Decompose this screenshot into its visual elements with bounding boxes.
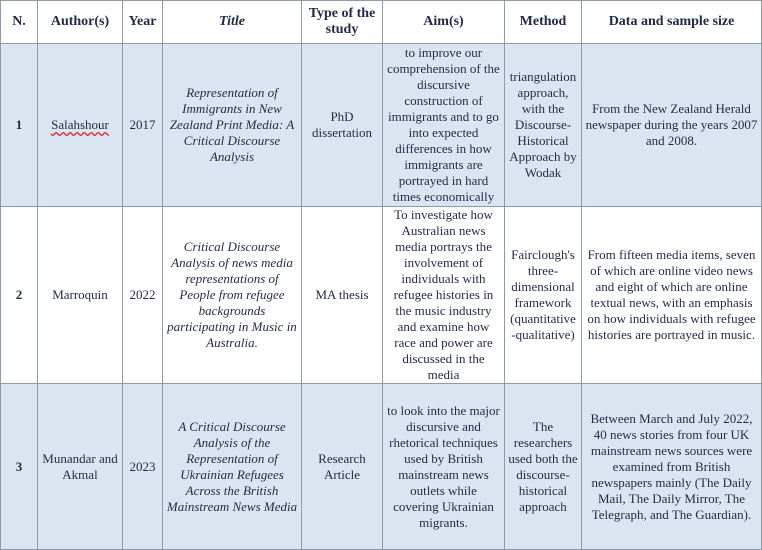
cell-type: Research Article xyxy=(302,384,383,550)
cell-authors: Marroquin xyxy=(38,207,123,384)
header-data: Data and sample size xyxy=(582,1,762,44)
cell-method: The researchers used both the discourse-historical approach xyxy=(505,384,582,550)
cell-authors xyxy=(38,44,123,207)
table-row xyxy=(1,384,762,550)
cell-data: From fifteen media items, seven of which are online video news and eight of which are online textual news, with an emphasis on how individuals with refugee histories are portrayed in music. xyxy=(582,207,762,384)
header-n: N. xyxy=(1,1,38,44)
header-title: Title xyxy=(163,1,302,44)
header-row xyxy=(1,1,762,44)
author-name: Salahshour xyxy=(51,117,109,132)
cell-aims: to look into the major discursive and rhetorical techniques used by British mainstream news outlets while covering Ukrainian migrants. xyxy=(383,384,505,550)
header-authors: Author(s) xyxy=(38,1,123,44)
cell-aims: to improve our comprehension of the discursive construction of immigrants and to go into expected differences in how immigrants are portrayed in hard times economically xyxy=(383,44,505,207)
table-row xyxy=(1,44,762,207)
cell-method: Fairclough's three-dimensional framework (quantitative-qualitative) xyxy=(505,207,582,384)
cell-type: PhD dissertation xyxy=(302,44,383,207)
cell-title: A Critical Discourse Analysis of the Representation of Ukrainian Refugees Across the British Mainstream News Media xyxy=(163,384,302,550)
cell-title: Critical Discourse Analysis of news media representations of People from refugee backgrounds participating in Music in Australia. xyxy=(163,207,302,384)
cell-authors: Munandar and Akmal xyxy=(38,384,123,550)
header-year: Year xyxy=(123,1,163,44)
header-aims: Aim(s) xyxy=(383,1,505,44)
cell-year: 2023 xyxy=(123,384,163,550)
cell-type: MA thesis xyxy=(302,207,383,384)
cell-year: 2017 xyxy=(123,44,163,207)
cell-method: triangulation approach, with the Discourse-Historical Approach by Wodak xyxy=(505,44,582,207)
cell-n: 2 xyxy=(1,207,38,384)
table-row xyxy=(1,207,762,384)
cell-data: From the New Zealand Herald newspaper during the years 2007 and 2008. xyxy=(582,44,762,207)
cell-year: 2022 xyxy=(123,207,163,384)
cell-title: Representation of Immigrants in New Zealand Print Media: A Critical Discourse Analysis xyxy=(163,44,302,207)
cell-n: 3 xyxy=(1,384,38,550)
cell-data: Between March and July 2022, 40 news stories from four UK mainstream news sources were examined from British newspapers mainly (The Daily Mail, The Daily Mirror, The Telegraph, and The Guardian). xyxy=(582,384,762,550)
cell-n: 1 xyxy=(1,44,38,207)
header-method: Method xyxy=(505,1,582,44)
cell-aims: To investigate how Australian news media portrays the involvement of individuals with refugee histories in the music industry and examine how race and power are discussed in the media xyxy=(383,207,505,384)
header-type: Type of the study xyxy=(302,1,383,44)
